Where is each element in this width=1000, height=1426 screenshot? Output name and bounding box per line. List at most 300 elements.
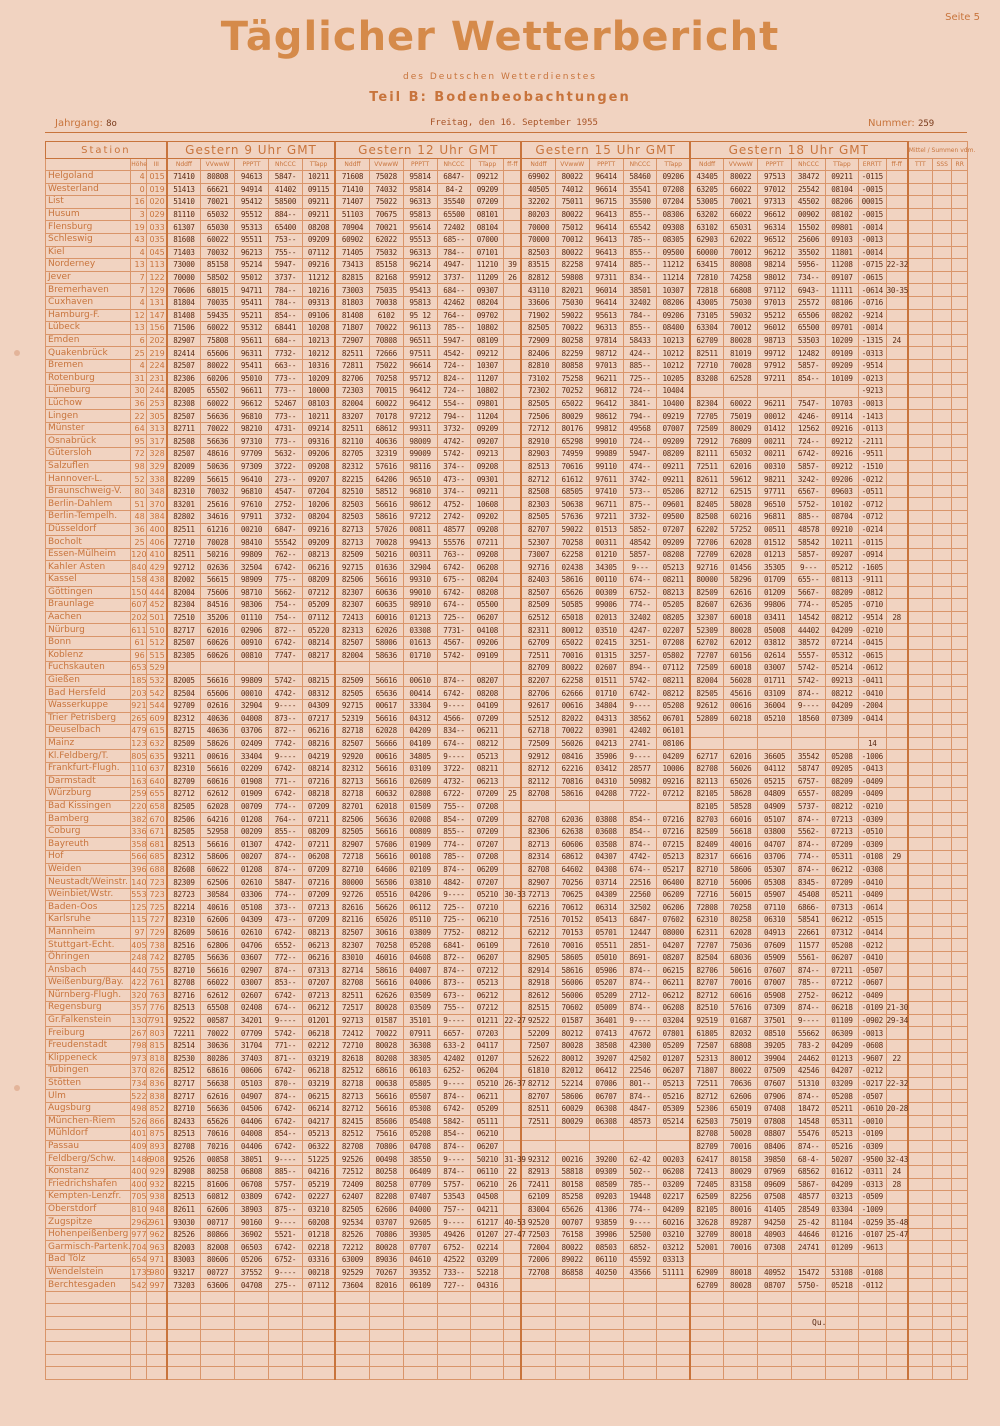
station-height: 654 [131,1255,147,1265]
observation-cell: 08208 [302,221,335,234]
observation-cell: 5857- [792,548,826,561]
observation-cell: 96410 [235,473,269,486]
observation-cell [932,1140,952,1153]
observation-cell: 62506 [201,876,235,889]
observation-cell: 874-- [268,964,302,977]
summary-group-header: Mittel / Summen vdm. [908,142,968,159]
observation-cell: 98410 [235,536,269,549]
observation-cell: 70625 [555,888,589,901]
empty-cell [235,1329,269,1342]
empty-cell [369,1329,403,1342]
station-name: Fuchskauten [46,662,131,675]
observation-cell: 62616 [724,586,758,599]
observation-cell [201,662,235,675]
observation-cell: 01208 [235,813,269,826]
observation-cell: 62016 [724,750,758,763]
observation-cell [908,624,933,637]
empty-cell [690,1367,724,1380]
station-height: 16 [131,196,146,209]
observation-cell: 08214 [302,762,335,775]
observation-cell [886,939,908,952]
observation-cell: 05308 [758,876,792,889]
observation-cell [932,737,952,750]
observation-cell: 96311 [235,347,269,360]
observation-cell: 04217 [302,1115,335,1128]
column-header: ERRTT [858,159,886,171]
observation-cell: 70178 [369,410,403,423]
observation-cell: 06109 [471,939,504,952]
empty-cell [758,1342,792,1355]
observation-cell: 39205 [758,1039,792,1052]
observation-cell: 08212 [657,687,690,700]
observation-cell: 56616 [369,851,403,864]
observation-cell: -0715 [858,259,886,272]
observation-cell: 5857- [623,548,657,561]
observation-cell: 98012 [758,271,792,284]
observation-cell: 80028 [369,1241,403,1254]
empty-cell [589,1291,623,1304]
observation-cell [886,800,908,813]
observation-cell: 52319 [335,712,369,725]
observation-cell: 06310 [758,914,792,927]
station-name: Weiden [46,863,131,876]
observation-cell [504,951,522,964]
observation-cell: 96212 [758,246,792,259]
observation-cell: 872-- [437,951,471,964]
observation-cell: 02616 [201,699,235,712]
empty-cell [932,1367,952,1380]
observation-cell: 65542 [623,221,657,234]
observation-cell [504,246,522,259]
observation-cell: 00809 [403,825,437,838]
station-name: Baden-Oos [46,901,131,914]
station-row [46,309,968,322]
observation-cell: 84-2 [437,183,471,196]
observation-cell: 96611 [235,385,269,398]
station-name: München-Riem [46,1115,131,1128]
observation-cell [908,347,933,360]
observation-cell: 37501 [758,1014,792,1027]
observation-cell: 62202 [690,523,724,536]
observation-cell [521,1128,555,1141]
empty-cell [167,1304,201,1317]
observation-cell: 89036 [369,1254,403,1267]
observation-cell: 65018 [555,611,589,624]
column-header: Nddff [690,159,724,171]
station-height: 72 [131,448,146,461]
observation-cell: 08113 [826,574,859,587]
observation-cell: 82507 [167,359,201,372]
observation-cell: 70022 [201,1027,235,1040]
observation-cell: 684-- [268,334,302,347]
observation-cell: 72909 [521,334,555,347]
observation-cell [908,762,933,775]
station-row [46,410,968,423]
observation-cell: 44402 [792,624,826,637]
observation-cell [369,662,403,675]
observation-cell: 785-- [623,233,657,246]
observation-cell: 80016 [724,1203,758,1216]
observation-cell [908,359,933,372]
observation-cell: 68612 [555,851,589,864]
observation-cell: 68562 [792,1165,826,1178]
empty-cell [131,1367,146,1380]
observation-cell: 99089 [589,448,623,461]
observation-cell: 75258 [555,372,589,385]
observation-cell: 58616 [555,964,589,977]
observation-cell: 04213 [589,737,623,750]
observation-cell [623,800,657,813]
observation-cell: 05208 [403,939,437,952]
observation-cell [886,1090,908,1103]
empty-cell [792,1291,826,1304]
observation-cell [952,1216,968,1229]
observation-cell [908,674,933,687]
observation-cell [886,183,908,196]
observation-cell [932,750,952,763]
observation-cell: 56638 [201,1077,235,1090]
observation-cell [504,586,522,599]
observation-cell: 81408 [167,309,201,322]
observation-cell: 74012 [555,183,589,196]
station-name: Braunlage [46,599,131,612]
station-name: Kahler Asten [46,561,131,574]
observation-cell: 09211 [471,485,504,498]
observation-cell [886,1279,908,1292]
observation-cell: 01513 [589,523,623,536]
observation-cell: 82415 [335,1115,369,1128]
observation-cell: 874-- [623,1002,657,1015]
station-row [46,284,968,297]
observation-cell: 03210 [302,1203,335,1216]
observation-cell: 07209 [471,712,504,725]
observation-cell [952,536,968,549]
observation-cell: 57252 [724,523,758,536]
observation-cell: 771-- [268,1039,302,1052]
observation-cell: 82713 [335,1090,369,1103]
observation-cell: 70602 [555,1002,589,1015]
observation-cell: 757-- [437,1203,471,1216]
empty-cell [302,1317,335,1330]
station-row [46,1014,968,1027]
observation-cell: 04406 [235,1140,269,1153]
observation-cell: 08213 [302,926,335,939]
observation-cell: 09209 [471,422,504,435]
station-id: 035 [146,233,167,246]
station-id: 755 [146,964,167,977]
observation-cell [952,977,968,990]
observation-cell: 05307 [758,863,792,876]
observation-cell: 97211 [589,511,623,524]
observation-cell: 72716 [690,888,724,901]
observation-cell: 70022 [201,422,235,435]
station-id: 113 [146,259,167,272]
observation-cell: 5521- [268,1228,302,1241]
observation-cell: 22560 [623,888,657,901]
observation-table [45,141,976,1380]
empty-cell [146,1291,167,1304]
observation-cell: 10608 [471,498,504,511]
observation-cell: 82717 [167,1090,201,1103]
station-row [46,775,968,788]
observation-cell: 96612 [235,397,269,410]
year-label: Jahrgang: [55,118,103,129]
observation-cell [952,1165,968,1178]
observation-cell [504,687,522,700]
empty-cell [623,1354,657,1367]
observation-cell: 04109 [403,737,437,750]
observation-cell [952,599,968,612]
empty-cell [437,1304,471,1317]
observation-cell: 04209 [403,725,437,738]
observation-cell: 7742- [268,737,302,750]
observation-cell: 98909 [235,574,269,587]
observation-cell: 85158 [369,259,403,272]
observation-cell: 07208 [471,800,504,813]
observation-cell: 82507 [167,448,201,461]
observation-cell [504,548,522,561]
observation-cell: 82526 [335,1228,369,1241]
station-height: 51 [131,498,146,511]
observation-cell: 58818 [555,1165,589,1178]
observation-cell [886,448,908,461]
observation-cell: 6742- [268,1115,302,1128]
observation-cell: 97309 [235,460,269,473]
observation-cell: 09211 [657,460,690,473]
observation-cell: 43005 [690,296,724,309]
observation-cell: 45592 [623,1254,657,1267]
empty-cell [908,1342,933,1355]
observation-cell: 684-- [437,284,471,297]
observation-cell: 72512 [335,1165,369,1178]
observation-cell: 6102 [369,309,403,322]
station-height: 522 [131,1091,147,1101]
observation-cell: 82512 [335,1065,369,1078]
observation-cell: 09114 [826,410,859,423]
observation-cell [504,699,522,712]
observation-cell: 00606 [235,1065,269,1078]
observation-cell: 97414 [589,259,623,272]
station-height: 96 [131,649,146,662]
observation-cell: 25542 [792,183,826,196]
observation-cell: 764-- [437,309,471,322]
observation-cell: 57616 [369,460,403,473]
observation-cell: 33606 [521,296,555,309]
observation-cell: 07208 [657,183,690,196]
observation-cell: 09603 [826,485,859,498]
observation-cell: 09109 [826,347,859,360]
observation-cell: 62012 [724,636,758,649]
observation-cell: 95012 [235,271,269,284]
observation-cell: 40903 [758,1228,792,1241]
station-name: Hohenpeißenberg [46,1228,131,1241]
observation-cell: 7722- [623,788,657,801]
observation-cell [908,1077,933,1090]
observation-cell: 10006 [657,762,690,775]
station-row [46,561,968,574]
observation-cell: -0309 [858,838,886,851]
observation-cell: 884-- [268,208,302,221]
observation-cell [952,1065,968,1078]
station-row [46,725,968,738]
observation-cell: 774-- [268,800,302,813]
observation-cell [886,347,908,360]
observation-cell: 5757- [268,1178,302,1191]
observation-cell: 82004 [167,586,201,599]
observation-cell: 95211 [235,309,269,322]
observation-cell: 72516 [521,914,555,927]
station-id: 529 [146,662,167,675]
empty-cell [555,1317,589,1330]
observation-cell [932,548,952,561]
observation-cell: 40-53 [504,1217,526,1227]
observation-cell: 08807 [758,1128,792,1141]
station-height: 203 [131,688,147,698]
observation-cell [952,1052,968,1065]
observation-cell: 49568 [623,422,657,435]
observation-cell [724,1254,758,1267]
observation-cell: 09213 [471,448,504,461]
empty-cell [504,1317,522,1330]
observation-cell: 34201 [235,1014,269,1027]
year-field [55,118,117,129]
observation-cell: 07006 [589,1077,623,1090]
observation-cell: 05111 [471,1115,504,1128]
observation-cell: 38051 [235,1153,269,1166]
observation-cell: 75022 [369,359,403,372]
observation-cell: 5867- [792,1178,826,1191]
observation-cell: 05216 [657,1090,690,1103]
observation-cell: 09609 [758,1178,792,1191]
observation-cell: 04406 [235,1115,269,1128]
observation-cell: -0113 [858,422,886,435]
observation-cell [471,662,504,675]
observation-cell: 83004 [521,1203,555,1216]
empty-cell [826,1317,859,1330]
station-id: 615 [146,725,167,738]
observation-cell: 82713 [335,536,369,549]
observation-cell: 00209 [235,825,269,838]
observation-cell [504,422,522,435]
observation-cell: 40016 [724,838,758,851]
observation-cell: 4742- [623,851,657,864]
station-id: 033 [146,221,167,234]
observation-cell: 09106 [302,309,335,322]
observation-cell: 92715 [335,699,369,712]
station-name: Kl.Feldberg/T. [46,750,131,763]
observation-cell [952,1254,968,1267]
observation-cell: 02408 [235,1002,269,1015]
observation-cell: 10400 [657,397,690,410]
observation-cell: 62709 [690,1279,724,1292]
observation-cell: 82718 [335,788,369,801]
observation-cell: 99010 [589,435,623,448]
observation-cell [886,1140,908,1153]
station-name: Stuttgart-Echt. [46,939,131,952]
observation-cell [589,1128,623,1141]
observation-cell: 96211 [589,372,623,385]
observation-cell: 82110 [335,435,369,448]
observation-cell [932,662,952,675]
station-id: 131 [146,296,167,309]
observation-cell: -0115 [858,536,886,549]
observation-cell: 92612 [690,699,724,712]
observation-cell: 95513 [403,233,437,246]
observation-cell [504,233,522,246]
observation-cell: -0013 [858,1027,886,1040]
observation-cell: 42462 [437,296,471,309]
observation-cell: 92712 [167,561,201,574]
observation-cell [952,435,968,448]
observation-cell: 5742- [792,674,826,687]
observation-cell: 685-- [437,233,471,246]
observation-cell [952,687,968,700]
empty-cell [235,1291,269,1304]
observation-cell: 09216 [826,448,859,461]
station-row [46,989,968,1002]
empty-cell [146,1367,167,1380]
observation-cell: 04508 [471,1191,504,1204]
observation-cell: 80028 [724,1279,758,1292]
observation-cell: 00616 [724,699,758,712]
observation-cell: 62606 [369,1203,403,1216]
empty-cell [521,1329,555,1342]
observation-cell: 80022 [555,208,589,221]
observation-cell: 10109 [826,372,859,385]
observation-cell: -0511 [858,485,886,498]
observation-cell: 82713 [521,838,555,851]
empty-cell [657,1342,690,1355]
observation-cell [932,863,952,876]
observation-cell [504,775,522,788]
observation-cell: 82718 [335,725,369,738]
observation-cell: 82113 [690,775,724,788]
observation-cell: 92526 [335,1153,369,1166]
station-name: Trier Petrisberg [46,712,131,725]
observation-cell: -0409 [858,788,886,801]
empty-cell [369,1354,403,1367]
column-header: PPPTT [758,159,792,171]
observation-cell [908,1052,933,1065]
observation-cell: 95511 [235,233,269,246]
observation-cell: 97212 [403,511,437,524]
observation-cell: 62512 [521,611,555,624]
station-height: 36 [131,397,146,410]
observation-cell: 05213 [471,750,504,763]
observation-cell: 82004 [690,674,724,687]
station-name: Schleswig [46,233,131,246]
observation-cell: 05206 [235,1254,269,1267]
observation-cell: 80808 [201,171,235,184]
observation-cell: 73003 [335,284,369,297]
column-header: ff-ff [504,159,522,171]
observation-cell: 96413 [589,233,623,246]
observation-cell: 763-- [437,548,471,561]
observation-cell: 70012 [724,246,758,259]
observation-cell: 66022 [201,977,235,990]
observation-cell: 02610 [235,926,269,939]
observation-cell: 92529 [335,1266,369,1279]
observation-cell: 63102 [690,221,724,234]
observation-cell: 07808 [758,1115,792,1128]
observation-cell: 724-- [623,385,657,398]
empty-cell [932,1291,952,1304]
observation-cell: 61612 [555,473,589,486]
observation-cell: -0109 [858,1002,886,1015]
observation-cell [908,511,933,524]
observation-cell: 82709 [521,662,555,675]
observation-cell: 56616 [201,674,235,687]
